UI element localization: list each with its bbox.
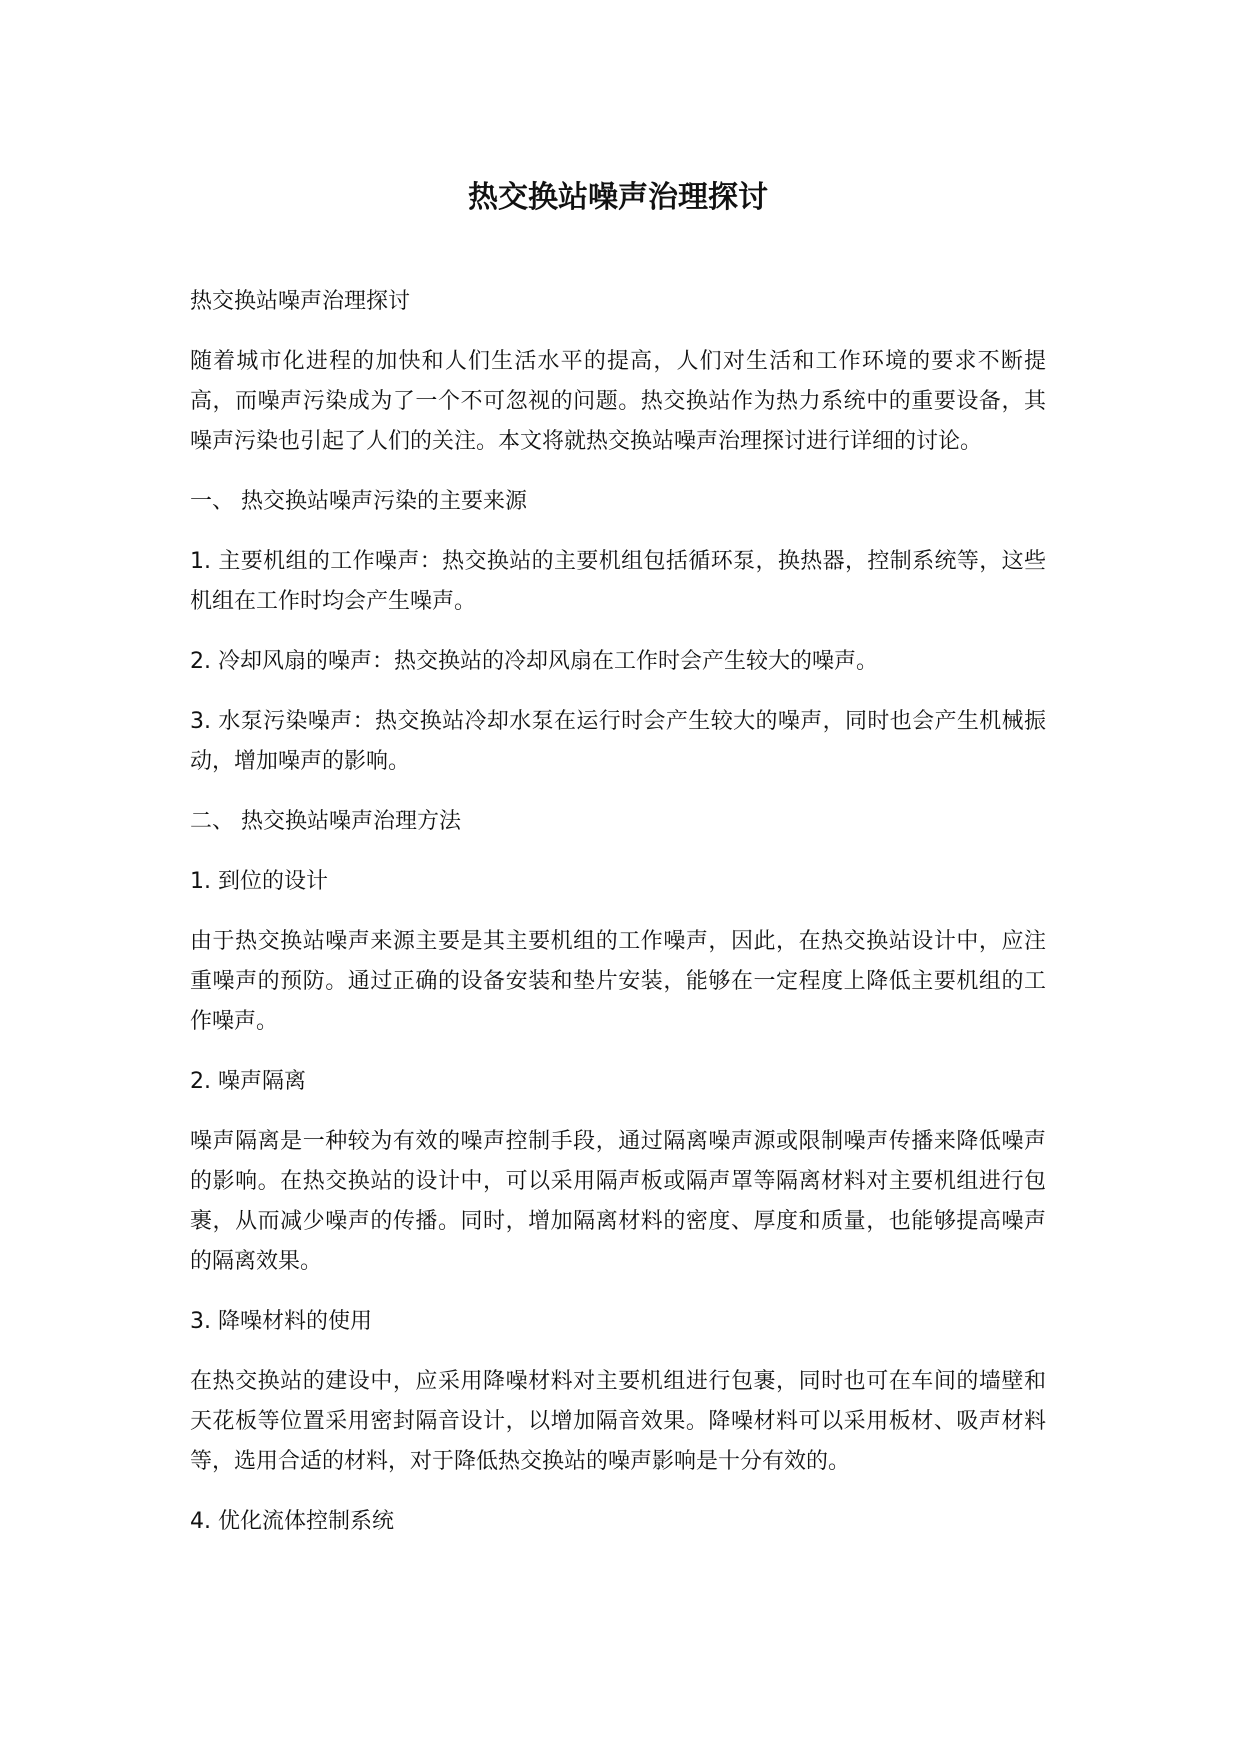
method-paragraph-2: 噪声隔离是一种较为有效的噪声控制手段，通过隔离噪声源或限制噪声传播来降低噪声的影响。在热交换站的设计中，可以采用隔声板或隔声罩等隔离材料对主要机组进行包裹，从而减少噪声的传播。同时，增加隔离材料的密度、厚度和质量，也能够提高噪声的隔离效果。 xyxy=(190,1129,1046,1274)
section-heading-methods: 二、 热交换站噪声治理方法 xyxy=(190,809,461,834)
method-heading-3: 3. 降噪材料的使用 xyxy=(190,1309,372,1334)
intro-paragraph: 随着城市化进程的加快和人们生活水平的提高，人们对生活和工作环境的要求不断提高，而噪声污染成为了一个不可忽视的问题。热交换站作为热力系统中的重要设备，其噪声污染也引起了人们的关注。本文将就热交换站噪声治理探讨进行详细的讨论。 xyxy=(190,349,1046,454)
subtitle-paragraph: 热交换站噪声治理探讨 xyxy=(190,289,411,314)
method-paragraph-1: 由于热交换站噪声来源主要是其主要机组的工作噪声，因此，在热交换站设计中，应注重噪声的预防。通过正确的设备安装和垫片安装，能够在一定程度上降低主要机组的工作噪声。 xyxy=(190,929,1046,1034)
document-title: 热交换站噪声治理探讨 xyxy=(468,180,768,215)
source-item-3: 3. 水泵污染噪声：热交换站冷却水泵在运行时会产生较大的噪声，同时也会产生机械振动，增加噪声的影响。 xyxy=(190,709,1046,774)
document-body xyxy=(190,282,1046,1562)
method-paragraph-3: 在热交换站的建设中，应采用降噪材料对主要机组进行包裹，同时也可在车间的墙壁和天花板等位置采用密封隔音设计，以增加隔音效果。降噪材料可以采用板材、吸声材料等，选用合适的材料，对于降低热交换站的噪声影响是十分有效的。 xyxy=(190,1369,1046,1474)
method-heading-1: 1. 到位的设计 xyxy=(190,869,328,894)
source-item-2: 2. 冷却风扇的噪声：热交换站的冷却风扇在工作时会产生较大的噪声。 xyxy=(190,649,878,674)
method-heading-4: 4. 优化流体控制系统 xyxy=(190,1509,394,1534)
source-item-1: 1. 主要机组的工作噪声：热交换站的主要机组包括循环泵，换热器，控制系统等，这些机组在工作时均会产生噪声。 xyxy=(190,549,1046,614)
section-heading-sources: 一、 热交换站噪声污染的主要来源 xyxy=(190,489,527,514)
method-heading-2: 2. 噪声隔离 xyxy=(190,1069,306,1094)
